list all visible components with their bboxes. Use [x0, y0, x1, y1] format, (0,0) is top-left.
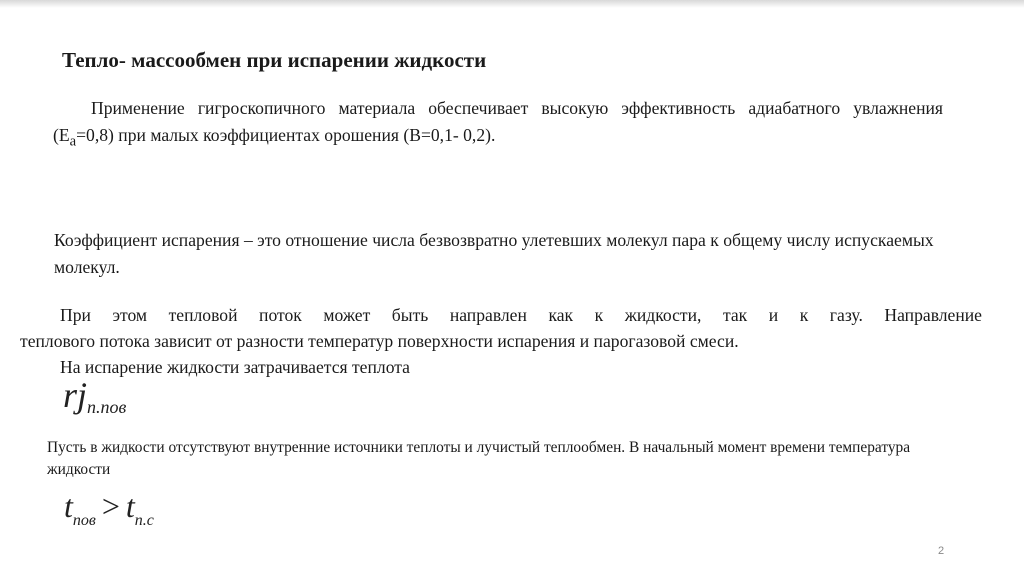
formula2-left-subscript: пов	[72, 512, 96, 529]
page-number: 2	[938, 545, 945, 557]
paragraph-evaporation-coefficient: Коэффициент испарения – это отношение числа безвозвратно улетевших молекул пара к общему числу испускаемых молекул.	[54, 230, 934, 277]
paragraph3-line1: При этом тепловой поток может быть направлен как к жидкости, так и к газу. Направление	[60, 305, 982, 325]
paragraph3-line2: теплового потока зависит от разности температур поверхности испарения и парогазовой смеси.	[20, 331, 739, 351]
paragraph1-text-start: Применение гигроскопичного материала обеспечивает высокую эффективность адиабатного увлажнения (Е	[53, 98, 943, 145]
paragraph-hygroscopic-material	[53, 95, 943, 156]
formula-temperature-inequality	[64, 488, 154, 529]
formula-evaporation-heat	[63, 374, 126, 416]
formula2-right-subscript: п.с	[134, 512, 154, 529]
formula2-left-var: t	[64, 488, 73, 524]
paragraph-heat-flow-direction	[20, 302, 982, 354]
paragraph-evaporation-heat: На испарение жидкости затрачивается теплота	[60, 357, 410, 377]
slide-top-shadow	[0, 0, 1024, 8]
formula1-subscript: п.пов	[87, 397, 127, 417]
formula2-operator: >	[101, 488, 120, 524]
formula1-main: rj	[63, 375, 88, 415]
paragraph-initial-temperature: Пусть в жидкости отсутствуют внутренние источники теплоты и лучистый теплообмен. В начальный момент времени температура жидкости	[47, 439, 911, 478]
paragraph1-text-end: =0,8) при малых коэффициентах орошения (В=0,1- 0,2).	[76, 125, 496, 145]
slide-title: Тепло- массообмен при испарении жидкости	[62, 48, 487, 72]
paragraph1-subscript: а	[69, 133, 77, 150]
formula2-right-var: t	[125, 488, 135, 524]
